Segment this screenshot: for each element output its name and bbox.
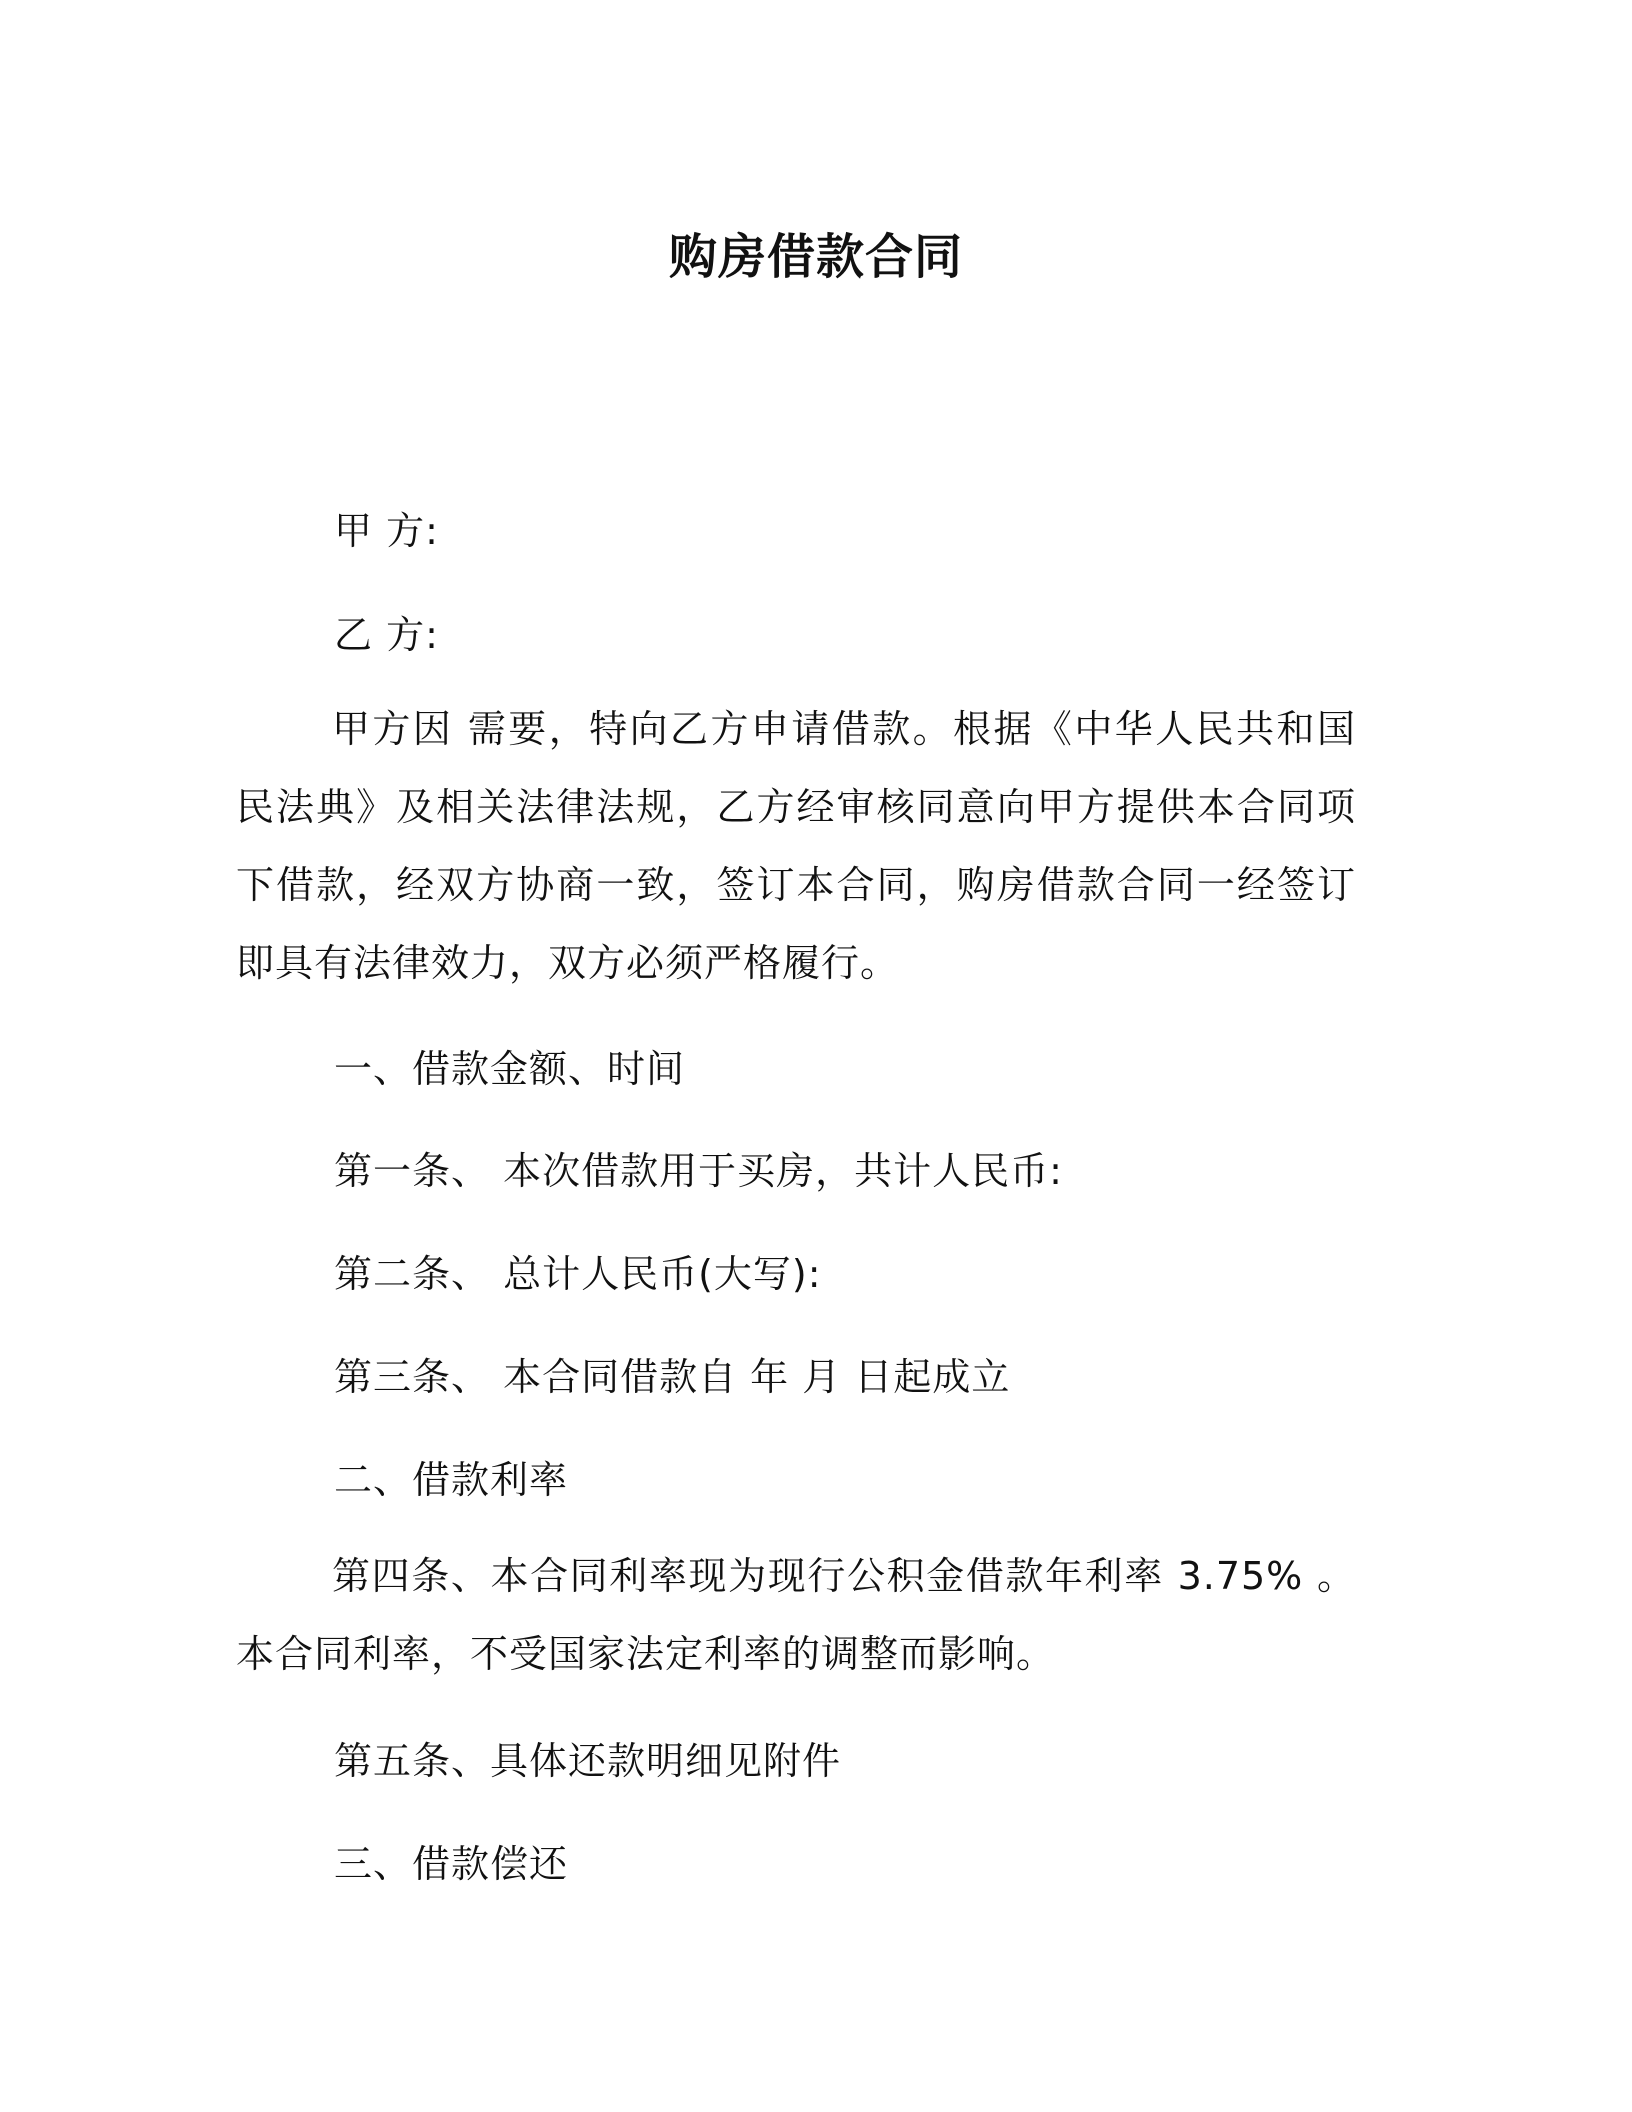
section-2-heading: 二、借款利率 [334,1458,569,1502]
article-3: 第三条、 本合同借款自 年 月 日起成立 [334,1355,1011,1399]
article-4-paragraph: 第四条、本合同利率现为现行公积金借款年利率 3.75% 。本合同利率，不受国家法定利率的调整而影响。 [236,1554,1356,1676]
party-a-label: 甲 方: [334,509,439,553]
article-2: 第二条、 总计人民币(大写): [334,1252,822,1296]
intro-paragraph: 甲方因 需要，特向乙方申请借款。根据《中华人民共和国民法典》及相关法律法规，乙方经审核同意向甲方提供本合同项下借款，经双方协商一致，签订本合同，购房借款合同一经签订即具有法律效力，双方必须严格履行。 [236,707,1356,985]
section-1-heading: 一、借款金额、时间 [334,1047,686,1091]
document-title: 购房借款合同 [668,229,963,285]
article-1: 第一条、 本次借款用于买房，共计人民币: [334,1149,1063,1193]
section-3-heading: 三、借款偿还 [334,1842,569,1886]
article-5: 第五条、具体还款明细见附件 [334,1739,842,1783]
party-b-label: 乙 方: [334,613,439,657]
